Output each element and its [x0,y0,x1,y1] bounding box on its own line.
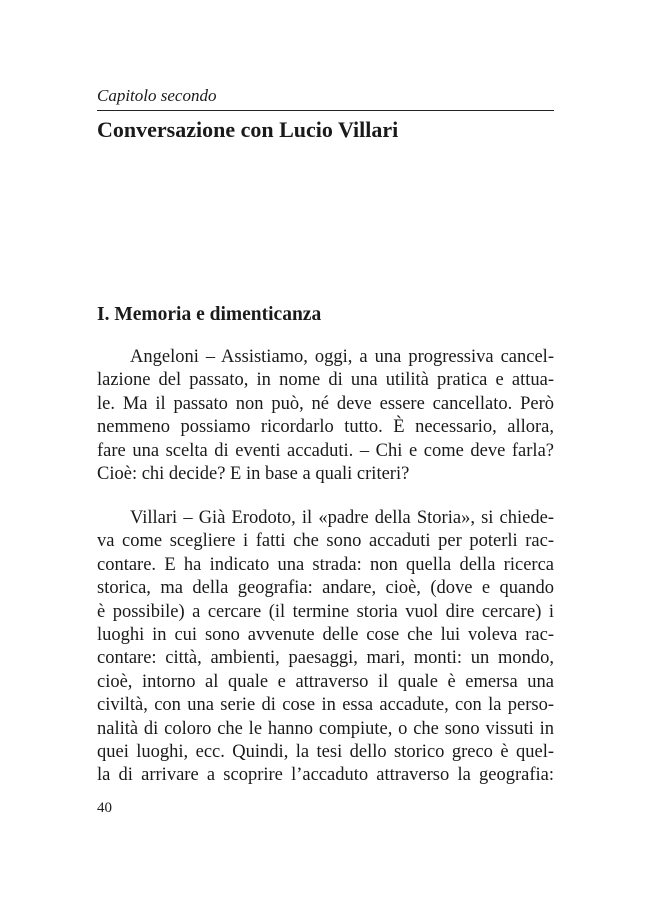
text-line: Cioè: chi decide? E in base a quali criteri? [97,463,410,484]
text-line: fare una scelta di eventi accaduti. – Chi e come deve farla? [97,440,554,461]
text-line: quei luoghi, ecc. Quindi, la tesi dello storico greco è quel- [97,741,554,762]
text-line: cioè, intorno al quale e attraverso il quale è emersa una [97,671,554,692]
section-heading: I. Memoria e dimenticanza [97,304,322,325]
paragraph-angeloni [97,346,554,486]
text-line: Angeloni – Assistiamo, oggi, a una progressiva cancel- [130,347,554,367]
text-line: civiltà, con una serie di cose in essa accadute, con la perso- [97,695,554,716]
text-line: contare. E ha indicato una strada: non quella della ricerca [97,554,554,575]
chapter-title: Conversazione con Lucio Villari [97,117,399,142]
text-line: va come scegliere i fatti che sono accaduti per poterli rac- [97,531,554,552]
text-line: le. Ma il passato non può, né deve essere cancellato. Però [97,393,554,414]
text-line: Villari – Già Erodoto, il «padre della Storia», si chiede- [130,508,554,528]
text-line: lazione del passato, in nome di una utilità pratica e attua- [97,370,554,391]
text-line: è possibile) a cercare (il termine storia vuol dire cercare) i [97,601,554,622]
chapter-label: Capitolo secondo [97,86,217,105]
paragraph-villari [97,507,554,788]
text-line: la di arrivare a scoprire l’accaduto attraverso la geografia: [97,765,554,786]
page-number: 40 [97,800,112,816]
text-line: storica, ma della geografia: andare, cioè, (dove e quando [97,578,554,599]
text-line: contare: città, ambienti, paesaggi, mari, monti: un mondo, [97,648,554,669]
text-line: luoghi in cui sono avvenute delle cose che lui voleva rac- [97,624,554,645]
header-rule [97,110,554,111]
text-line: nalità di coloro che le hanno compiute, o che sono vissuti in [97,718,554,739]
text-line: nemmeno possiamo ricordarlo tutto. È necessario, allora, [97,417,554,438]
